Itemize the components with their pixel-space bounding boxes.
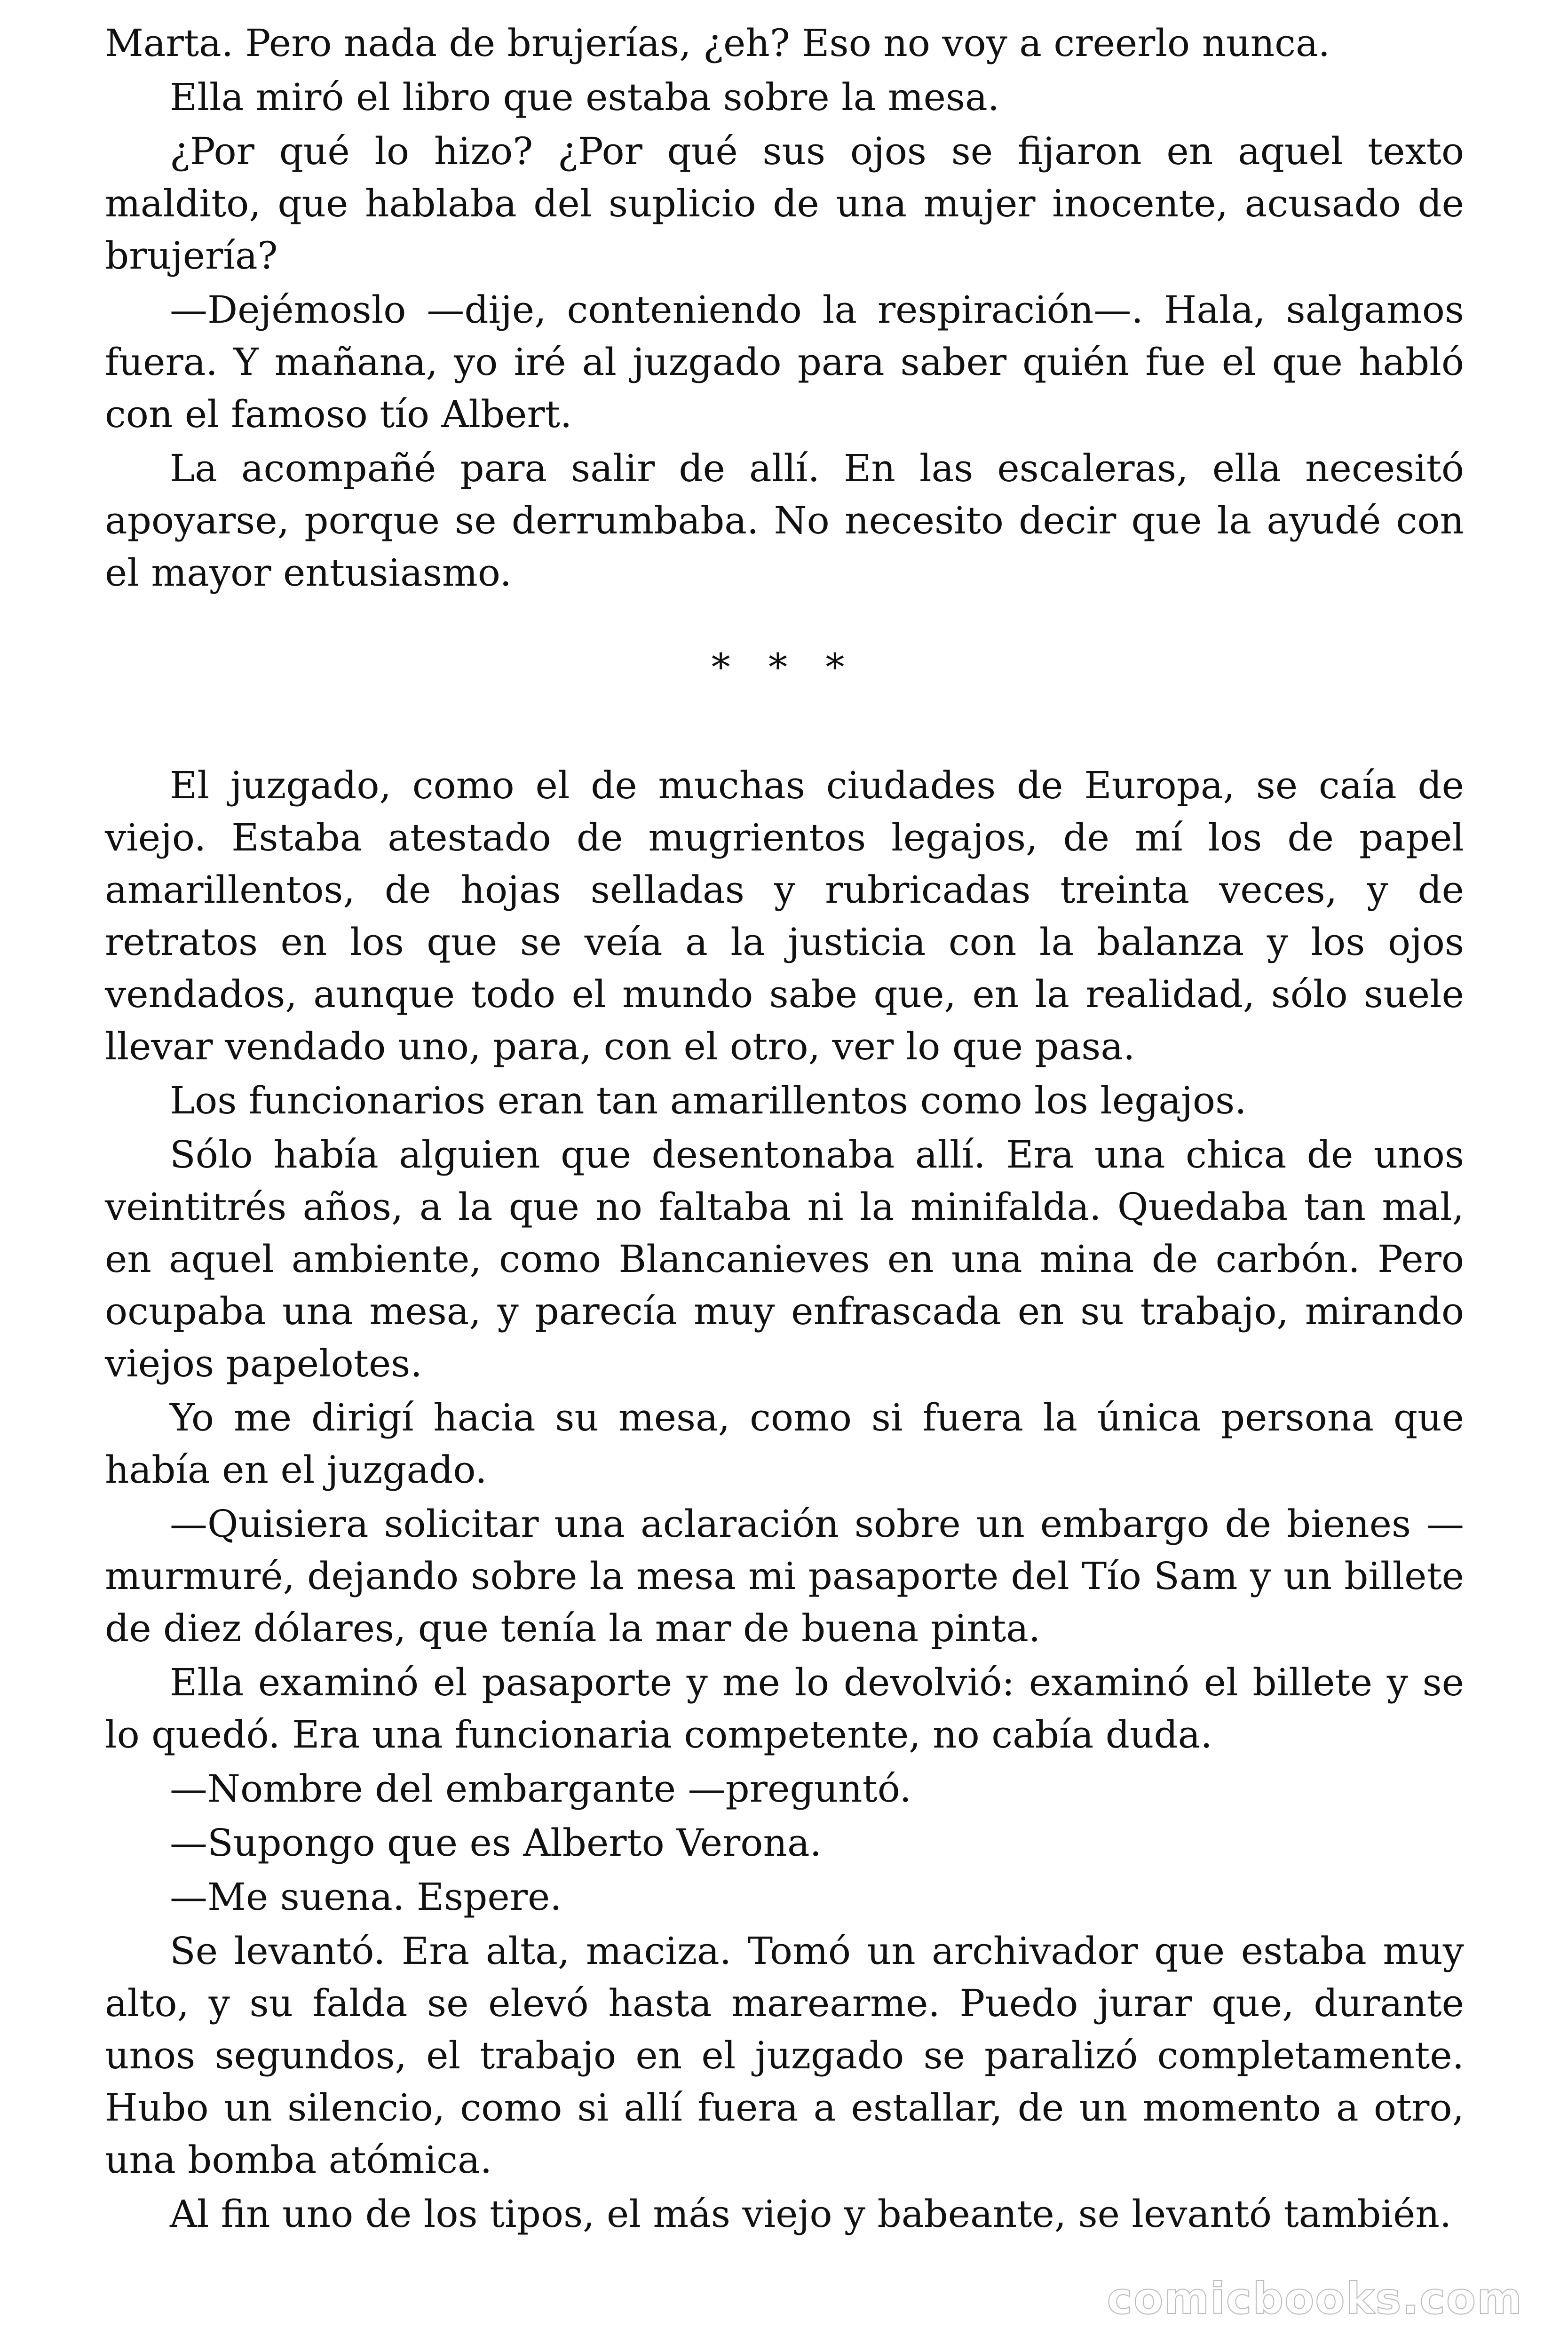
text-after-break [105,759,1464,2240]
text-before-break [105,17,1464,599]
paragraph: Los funcionarios eran tan amarillentos como los legajos. [170,1079,1247,1122]
paragraph: Al fin uno de los tipos, el más viejo y babeante, se levantó también. [170,2192,1452,2236]
paragraph: —Supongo que es Alberto Verona. [170,1821,822,1865]
paragraph: Ella examinó el pasaporte y me lo devolvió: examinó el billete y se lo quedó. Era una funcionaria competente, no cabía duda. [105,1661,1464,1756]
paragraph: La acompañé para salir de allí. En las escaleras, ella necesitó apoyarse, porque se derrumbaba. No necesito decir que la ayudé con el mayor entusiasmo. [105,446,1464,595]
paragraph: —Me suena. Espere. [170,1875,562,1919]
scene-break: * * * [711,645,858,689]
paragraph: El juzgado, como el de muchas ciudades de Europa, se caía de viejo. Estaba atestado de mugrientos legajos, de mí los de papel amarillentos, de hojas selladas y rubricadas treinta veces, y de retratos en los que se veía a la justicia con la balanza y los ojos vendados, aunque todo el mundo sabe que, en la realidad, sólo suele llevar vendado uno, para, con el otro, ver lo que pasa. [105,763,1464,1068]
watermark: comicbooks.com [1107,2273,1523,2324]
paragraph: Se levantó. Era alta, maciza. Tomó un archivador que estaba muy alto, y su falda se elevó hasta marearme. Puedo jurar que, durante unos segundos, el trabajo en el juzgado se paralizó completamente. Hubo un silencio, como si allí fuera a estallar, de un momento a otro, una bomba atómica. [105,1929,1464,2182]
paragraph: —Dejémoslo —dije, conteniendo la respiración—. Hala, salgamos fuera. Y mañana, yo iré al juzgado para saber quién fue el que habló con el famoso tío Albert. [105,288,1464,436]
paragraph: Sólo había alguien que desentonaba allí. Era una chica de unos veintitrés años, a la que no faltaba ni la minifalda. Quedaba tan mal, en aquel ambiente, como Blancanieves en una mina de carbón. Pero ocupaba una mesa, y parecía muy enfrascada en su trabajo, mirando viejos papelotes. [105,1133,1464,1385]
paragraph: —Nombre del embargante —preguntó. [170,1767,911,1811]
paragraph: Ella miró el libro que estaba sobre la mesa. [170,75,1000,119]
paragraph: Marta. Pero nada de brujerías, ¿eh? Eso no voy a creerlo nunca. [105,21,1330,65]
book-page [105,17,1464,2242]
paragraph: —Quisiera solicitar una aclaración sobre un embargo de bienes —murmuré, dejando sobre la mesa mi pasaporte del Tío Sam y un billete de diez dólares, que tenía la mar de buena pinta. [105,1502,1464,1650]
paragraph: Yo me dirigí hacia su mesa, como si fuera la única persona que había en el juzgado. [105,1396,1464,1492]
paragraph: ¿Por qué lo hizo? ¿Por qué sus ojos se fijaron en aquel texto maldito, que hablaba del suplicio de una mujer inocente, acusado de brujería? [105,129,1464,278]
